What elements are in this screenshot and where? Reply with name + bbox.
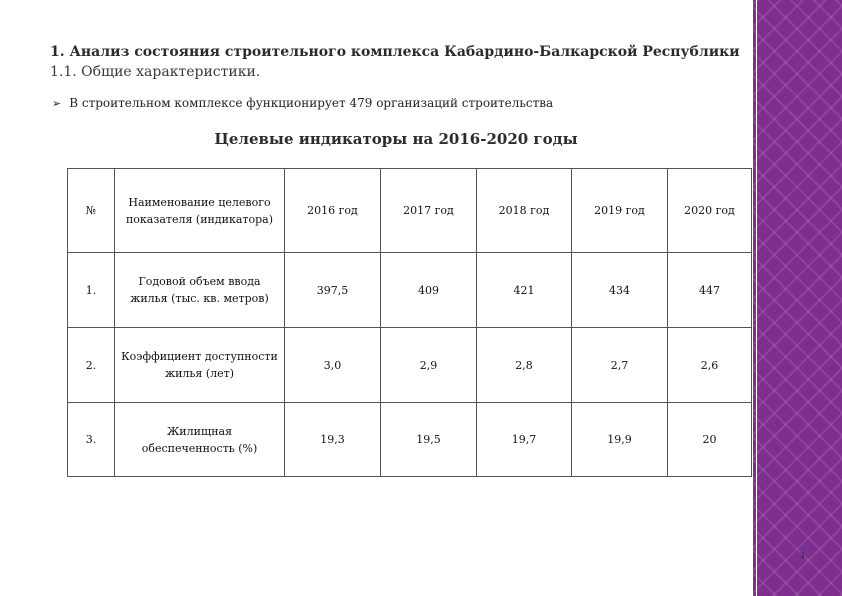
header-cell-2019: 2019 год — [572, 169, 668, 253]
header-cell-2018: 2018 год — [477, 169, 572, 253]
band-divider-line — [752, 0, 753, 596]
row-name: Жилищная обеспеченность (%) — [115, 403, 285, 477]
decorative-side-band — [752, 0, 842, 596]
page-subtitle: 1.1. Общие характеристики. — [50, 64, 261, 80]
table-row — [68, 253, 752, 328]
row-value: 2,6 — [668, 328, 752, 403]
row-value: 19,7 — [477, 403, 572, 477]
row-number: 3. — [68, 403, 115, 477]
header-cell-number: № — [68, 169, 115, 253]
header-cell-name: Наименование целевого показателя (индикатора) — [115, 169, 285, 253]
indicators-table — [67, 168, 752, 477]
header-cell-2017: 2017 год — [381, 169, 477, 253]
row-number: 2. — [68, 328, 115, 403]
row-value: 19,9 — [572, 403, 668, 477]
row-value: 2,8 — [477, 328, 572, 403]
page-number: 3 — [800, 552, 805, 560]
row-value: 434 — [572, 253, 668, 328]
row-value: 397,5 — [285, 253, 381, 328]
row-value: 421 — [477, 253, 572, 328]
row-value: 447 — [668, 253, 752, 328]
band-divider-line — [756, 0, 757, 596]
table-row — [68, 403, 752, 477]
table-row — [68, 328, 752, 403]
table-title: Целевые индикаторы на 2016-2020 годы — [214, 130, 578, 148]
row-value: 2,9 — [381, 328, 477, 403]
header-cell-2016: 2016 год — [285, 169, 381, 253]
arrow-bullet-icon: ➢ — [52, 97, 62, 110]
bullet-item — [52, 96, 553, 110]
header-cell-2020: 2020 год — [668, 169, 752, 253]
row-number: 1. — [68, 253, 115, 328]
page-title: 1. Анализ состояния строительного комплекса Кабардино-Балкарской Республики — [50, 44, 740, 60]
table-header-row — [68, 169, 752, 253]
bullet-text: В строительном комплексе функционирует 479 организаций строительства — [69, 96, 554, 110]
row-value: 19,3 — [285, 403, 381, 477]
row-value: 19,5 — [381, 403, 477, 477]
row-name: Коэффициент доступности жилья (лет) — [115, 328, 285, 403]
row-value: 409 — [381, 253, 477, 328]
row-name: Годовой объем ввода жилья (тыс. кв. метров) — [115, 253, 285, 328]
row-value: 2,7 — [572, 328, 668, 403]
row-value: 3,0 — [285, 328, 381, 403]
row-value: 20 — [668, 403, 752, 477]
